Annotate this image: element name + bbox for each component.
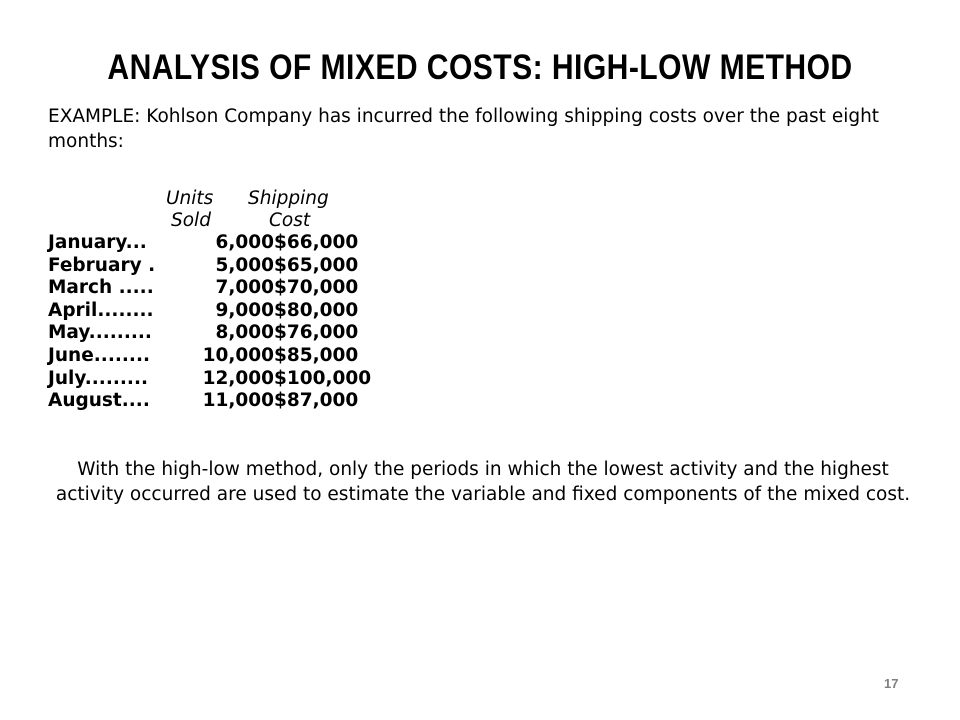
units-cell: 9,000 [215,299,274,321]
units-cell: 6,000 [215,232,274,253]
intro-text: EXAMPLE: Kohlson Company has incurred the following shipping costs over the past eight months: [48,106,880,152]
cost-cell: $66,000 [274,232,359,253]
units-header-line1: Units [166,188,214,209]
month-cell: July......... [48,367,149,389]
units-cell: 8,000 [215,322,274,344]
cost-header-line2: Cost [269,210,311,231]
units-cell: 7,000 [215,277,274,299]
month-cell: May......... [48,322,152,344]
cost-cell: $70,000 [274,277,359,299]
cost-header-line1: Shipping [248,188,329,209]
month-cell: June........ [48,345,150,366]
page-number: 17 [884,676,899,691]
month-cell: April........ [48,299,154,321]
cost-cell: $80,000 [274,299,359,321]
month-cell: August.... [48,390,150,412]
units-cell: 12,000 [202,367,274,389]
cost-cell: $100,000 [274,367,372,389]
month-cell: February . [48,254,156,276]
high-low-note: With the high-low method, only the periods in which the lowest activity and the highest activity occurred are used to estimate the variable and fixed components of the mixed cost. [55,459,911,505]
month-cell: January... [48,232,147,253]
cost-cell: $85,000 [274,345,359,366]
month-cell: March ..... [48,277,154,299]
cost-cell: $87,000 [274,390,359,412]
slide-title: ANALYSIS OF MIXED COSTS: HIGH-LOW METHOD [107,48,853,87]
units-cell: 11,000 [202,390,274,412]
cost-cell: $76,000 [274,322,359,344]
units-cell: 5,000 [215,254,274,276]
units-cell: 10,000 [202,345,274,366]
units-header-line2: Sold [171,210,211,231]
cost-cell: $65,000 [274,254,359,276]
